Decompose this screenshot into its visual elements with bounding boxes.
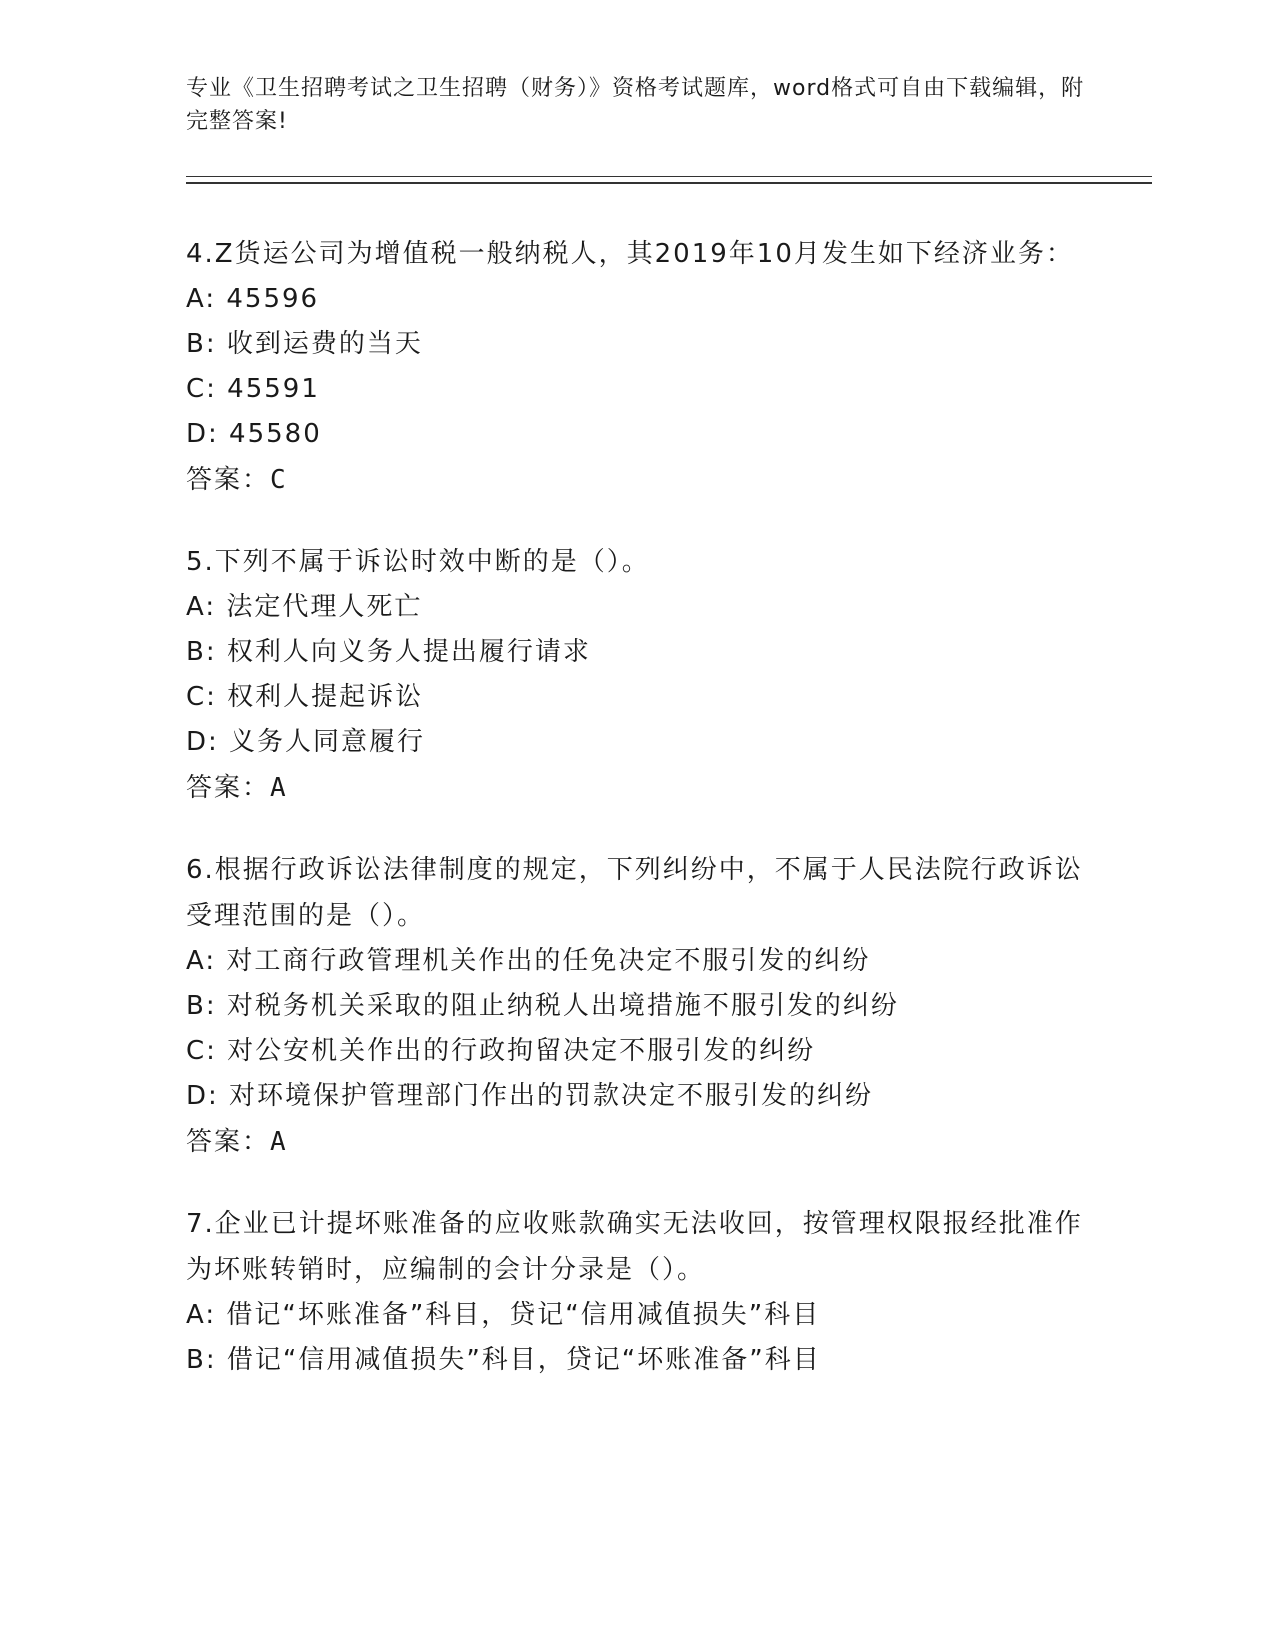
question-list — [186, 231, 1086, 1419]
option-c: C: 45591 — [186, 374, 320, 404]
option-a: A: 对工商行政管理机关作出的任免决定不服引发的纠纷 — [186, 946, 871, 976]
option-c: C: 对公安机关作出的行政拘留决定不服引发的纠纷 — [186, 1036, 816, 1066]
question-stem: 6.根据行政诉讼法律制度的规定，下列纠纷中，不属于人民法院行政诉讼受理范围的是（）。 — [186, 855, 1083, 931]
header-divider-thick — [186, 182, 1152, 184]
option-a: A: 法定代理人死亡 — [186, 592, 423, 622]
option-a: A: 借记“坏账准备”科目，贷记“信用减值损失”科目 — [186, 1300, 821, 1330]
answer-line — [186, 457, 1086, 503]
option-b: B: 借记“信用减值损失”科目，贷记“坏账准备”科目 — [186, 1345, 821, 1375]
answer-label: 答案： — [186, 465, 271, 495]
option-d: D: 对环境保护管理部门作出的罚款决定不服引发的纠纷 — [186, 1081, 874, 1111]
option-b: B: 收到运费的当天 — [186, 329, 423, 359]
answer-line — [186, 765, 1086, 811]
question-stem: 4.Z货运公司为增值税一般纳税人，其2019年10月发生如下经济业务： — [186, 239, 1074, 269]
option-a: A: 45596 — [186, 284, 320, 314]
header-divider-thin — [186, 176, 1152, 177]
option-c: C: 权利人提起诉讼 — [186, 682, 424, 712]
answer-value: A — [270, 1127, 287, 1157]
question-stem: 5.下列不属于诉讼时效中断的是（）。 — [186, 547, 650, 577]
question-7 — [186, 1201, 1086, 1383]
answer-label: 答案： — [186, 773, 271, 803]
question-5 — [186, 539, 1086, 811]
question-4 — [186, 231, 1086, 503]
option-b: B: 对税务机关采取的阻止纳税人出境措施不服引发的纠纷 — [186, 991, 899, 1021]
answer-line — [186, 1119, 1086, 1165]
answer-value: A — [270, 773, 287, 803]
header-intro-text: 专业《卫生招聘考试之卫生招聘（财务）》资格考试题库，word格式可自由下载编辑，附完整答案! — [186, 76, 1085, 134]
answer-value: C — [270, 465, 287, 495]
question-stem: 7.企业已计提坏账准备的应收账款确实无法收回，按管理权限报经批准作为坏账转销时，应编制的会计分录是（）。 — [186, 1209, 1083, 1285]
document-header — [186, 72, 1086, 138]
answer-label: 答案： — [186, 1127, 271, 1157]
option-d: D: 45580 — [186, 419, 322, 449]
option-b: B: 权利人向义务人提出履行请求 — [186, 637, 591, 667]
question-6 — [186, 847, 1086, 1165]
option-d: D: 义务人同意履行 — [186, 727, 426, 757]
